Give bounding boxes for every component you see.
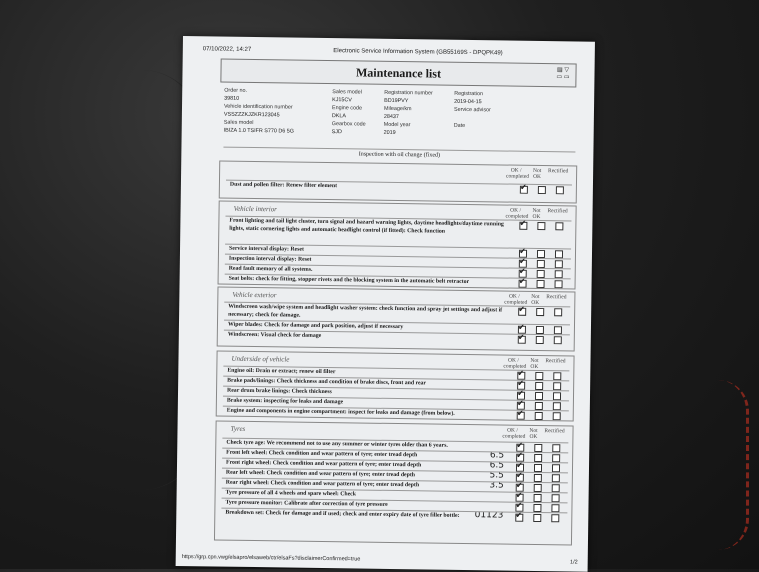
maintenance-document: [176, 36, 595, 572]
checklist-item-text: Tyre pressure of all 4 wheels and spare wheel: Check: [225, 489, 357, 498]
checklist-item-text: Windscreen: Visual check for damage: [227, 331, 322, 339]
checklist-item-text: Rear drum brake linings: Check thickness: [227, 387, 332, 396]
checklist-item-text: Front right wheel: Check condition and wear pattern of tyre; enter tread depth: [226, 459, 422, 469]
inspection-title: Inspection with oil change (fixed): [223, 147, 575, 161]
not-ok-checkbox[interactable]: [537, 250, 545, 258]
engine-code-label: Engine code: [331, 105, 363, 112]
section-interior: [218, 201, 577, 290]
vin: VSSZZZKJZKR123045: [223, 111, 280, 119]
section-underside: [216, 350, 575, 421]
gearbox: SJD: [331, 129, 342, 136]
ok-checkbox[interactable]: [519, 270, 527, 278]
col-rectified-header: Rectified: [544, 428, 565, 435]
col-rectified-header: Rectified: [548, 168, 569, 175]
ok-checkbox[interactable]: [515, 504, 523, 512]
rectified-checkbox[interactable]: [555, 250, 563, 258]
not-ok-checkbox[interactable]: [536, 308, 544, 316]
not-ok-checkbox[interactable]: [536, 336, 544, 344]
ok-checkbox[interactable]: [516, 474, 524, 482]
ok-checkbox[interactable]: [520, 186, 528, 194]
not-ok-checkbox[interactable]: [537, 280, 545, 288]
ok-checkbox[interactable]: [518, 336, 526, 344]
registration-label: Registration: [454, 90, 484, 98]
checklist-item-text: Tyre pressure monitor: Calibrate after correction of tyre pressure: [225, 499, 388, 508]
checklist-item-text: Seat belts: check for fitting, stopper rivets and the blocking system in the automatic belt retractor: [228, 275, 470, 286]
not-ok-checkbox[interactable]: [534, 484, 542, 492]
checklist-item-text: Dust and pollen filter: Renew filter element: [229, 181, 338, 190]
model-year-label: Model year: [383, 121, 411, 129]
rectified-checkbox[interactable]: [552, 474, 560, 482]
ok-checkbox[interactable]: [516, 494, 524, 502]
ok-checkbox[interactable]: [517, 392, 525, 400]
checklist-item-text: Rear left wheel: Check condition and wear pattern of tyre; enter tread depth: [225, 469, 416, 479]
not-ok-checkbox[interactable]: [538, 186, 546, 194]
checklist-row: [226, 180, 572, 195]
not-ok-checkbox[interactable]: [535, 372, 543, 380]
not-ok-checkbox[interactable]: [534, 494, 542, 502]
not-ok-checkbox[interactable]: [535, 412, 543, 420]
rectified-checkbox[interactable]: [552, 494, 560, 502]
not-ok-checkbox[interactable]: [534, 444, 542, 452]
handwritten-value: 6.5: [489, 450, 505, 461]
col-ok-header: OK / completed: [505, 207, 529, 220]
order-no-label: Order no.: [224, 87, 248, 94]
service-advisor-label: Service advisor: [453, 106, 491, 114]
page-number: 1/2: [569, 559, 578, 566]
rectified-checkbox[interactable]: [552, 454, 560, 462]
not-ok-checkbox[interactable]: [535, 392, 543, 400]
tyres-title: Tyres: [230, 424, 246, 433]
ok-checkbox[interactable]: [519, 260, 527, 268]
checklist-item-text: Breakdown set: Check for damage and if used; check and enter expiry date of tyre filler bottle:: [225, 509, 460, 519]
not-ok-checkbox[interactable]: [533, 504, 541, 512]
ok-checkbox[interactable]: [517, 372, 525, 380]
rectified-checkbox[interactable]: [555, 260, 563, 268]
col-notok-header: Not OK: [530, 357, 539, 370]
underside-title: Underside of vehicle: [231, 354, 290, 364]
col-notok-header: Not OK: [532, 167, 542, 181]
checklist-item-text: Engine oil: Drain or extract; renew oil filter: [227, 367, 336, 376]
rectified-checkbox[interactable]: [552, 444, 560, 452]
col-ok-header: OK / completed: [503, 357, 527, 370]
ok-checkbox[interactable]: [517, 382, 525, 390]
handwritten-value: 6.5: [489, 460, 505, 471]
section-tyres: [214, 420, 574, 545]
not-ok-checkbox[interactable]: [537, 222, 545, 230]
checklist-item-text: Brake pads/linings: Check thickness and condition of brake discs, front and rear: [227, 377, 427, 387]
not-ok-checkbox[interactable]: [534, 474, 542, 482]
col-notok-header: Not OK: [532, 207, 541, 221]
rectified-checkbox[interactable]: [555, 270, 563, 278]
col-rectified-header: Rectified: [545, 358, 566, 365]
checklist-item-text: Rear right wheel: Check condition and wear pattern of tyre; enter tread depth: [225, 479, 420, 489]
interior-title: Vehicle interior: [233, 204, 278, 214]
not-ok-checkbox[interactable]: [536, 326, 544, 334]
checklist-item-text: Service interval display: Reset: [228, 245, 304, 253]
ok-checkbox[interactable]: [516, 484, 524, 492]
checklist-item-text: Read fault memory of all systems.: [228, 265, 313, 273]
vehicle-info: [224, 87, 579, 148]
rectified-checkbox[interactable]: [554, 326, 562, 334]
engine-code: DKLA: [331, 113, 347, 120]
ok-checkbox[interactable]: [517, 412, 525, 420]
not-ok-checkbox[interactable]: [537, 260, 545, 268]
vin-label: Vehicle identification number: [223, 103, 293, 111]
gearbox-label: Gearbox code: [331, 121, 366, 128]
seat-seam: [0, 70, 202, 490]
checklist-item-text: Brake system: inspecting for leaks and damage: [226, 397, 344, 406]
sales-model: KJ15CV: [332, 97, 352, 104]
rectified-checkbox[interactable]: [554, 308, 562, 316]
rectified-checkbox[interactable]: [554, 336, 562, 344]
rectified-checkbox[interactable]: [555, 280, 563, 288]
exterior-title: Vehicle exterior: [232, 290, 277, 300]
model-year: 2019: [383, 129, 396, 136]
sales-model2-label: Sales model: [223, 119, 254, 126]
mileage-label: Mileage/km: [383, 105, 412, 113]
ok-checkbox[interactable]: [519, 250, 527, 258]
mileage: 28437: [383, 113, 399, 121]
col-rectified-header: Rectified: [547, 208, 568, 215]
checklist-item-text: Inspection interval display: Reset: [228, 255, 312, 263]
order-no: 39810: [224, 95, 240, 102]
checklist-item-text: Engine and components in engine compartment: inspect for leaks and damage (from below).: [226, 407, 455, 417]
col-ok-header: OK / completed: [504, 293, 528, 306]
rectified-checkbox[interactable]: [553, 412, 561, 420]
registration-date: 2019-04-15: [454, 98, 482, 106]
rectified-checkbox[interactable]: [553, 372, 561, 380]
page-title: Maintenance list: [355, 65, 442, 81]
ok-checkbox[interactable]: [516, 444, 524, 452]
not-ok-checkbox[interactable]: [535, 402, 543, 410]
footer-url: https://grp.cpn.vwg/elsapro/elsaweb/ctr/elsaFs?disclaimerConfirmed=true: [181, 554, 361, 563]
sales-model2: IBIZA 1.0 TSIFR S770 D6 5G: [223, 127, 295, 135]
col-ok-header: OK / completed: [502, 427, 526, 440]
not-ok-checkbox[interactable]: [535, 382, 543, 390]
ok-checkbox[interactable]: [516, 454, 524, 462]
col-notok-header: Not OK: [529, 427, 538, 440]
checklist-row: [221, 508, 567, 531]
col-notok-header: Not OK: [531, 293, 540, 307]
not-ok-checkbox[interactable]: [534, 464, 542, 472]
not-ok-checkbox[interactable]: [537, 270, 545, 278]
col-rectified-header: Rectified: [546, 294, 567, 301]
date-label: Date: [453, 122, 466, 129]
checklist-item-text: Windscreen wash/wipe system and headlight washer system: check function and spray jet settings and adjust if necessary; check for damage.: [228, 303, 503, 319]
not-ok-checkbox[interactable]: [533, 514, 541, 522]
ok-checkbox[interactable]: [519, 280, 527, 288]
print-datetime: 07/10/2022, 14:27: [202, 46, 252, 53]
ok-checkbox[interactable]: [515, 514, 523, 522]
rectified-checkbox[interactable]: [553, 382, 561, 390]
title-box: [220, 59, 576, 88]
section-exterior: [217, 287, 576, 352]
rectified-checkbox[interactable]: [552, 464, 560, 472]
registration-number-label: Registration number: [384, 89, 433, 97]
section-general: [219, 161, 577, 204]
rectified-checkbox[interactable]: [555, 222, 563, 230]
checklist-item-text: Front left wheel: Check condition and wear pattern of tyre; enter tread depth: [226, 449, 418, 459]
ok-checkbox[interactable]: [516, 464, 524, 472]
ok-checkbox[interactable]: [518, 326, 526, 334]
ok-checkbox[interactable]: [519, 222, 527, 230]
ok-checkbox[interactable]: [518, 308, 526, 316]
sales-model-label: Sales model: [332, 89, 362, 96]
handwritten-value: 3.5: [489, 480, 504, 491]
ok-checkbox[interactable]: [517, 402, 525, 410]
handwritten-value: 01123: [474, 510, 504, 521]
checklist-item-text: Wiper blades: Check for damage and park position, adjust if necessary: [227, 321, 404, 331]
col-ok-header: OK / completed: [506, 167, 530, 180]
not-ok-checkbox[interactable]: [534, 454, 542, 462]
rectified-checkbox[interactable]: [551, 504, 559, 512]
print-icon: ▤ ▽ ▭ ▭: [556, 67, 570, 81]
rectified-checkbox[interactable]: [553, 402, 561, 410]
rectified-checkbox[interactable]: [552, 484, 560, 492]
print-footer: [182, 554, 578, 566]
registration-number: BD19PVY: [384, 97, 409, 105]
rectified-checkbox[interactable]: [556, 186, 564, 194]
handwritten-value: 5.5: [489, 470, 504, 481]
rectified-checkbox[interactable]: [551, 514, 559, 522]
print-header: [203, 46, 585, 57]
rectified-checkbox[interactable]: [553, 392, 561, 400]
checklist-item-text: Check tyre age: We recommend not to use any summer or winter tyres older than 6 years.: [226, 439, 448, 449]
checklist-item-text: Front lighting and tail light cluster, turn signal and hazard warning lights, daytime headlights/daytime running lights, static cornering lights and automatic headlight control (if fitted): Check function: [229, 217, 504, 235]
system-name: Electronic Service Information System (GB55169S - DPQPK49): [333, 48, 503, 57]
seat-stitching: [718, 380, 749, 550]
